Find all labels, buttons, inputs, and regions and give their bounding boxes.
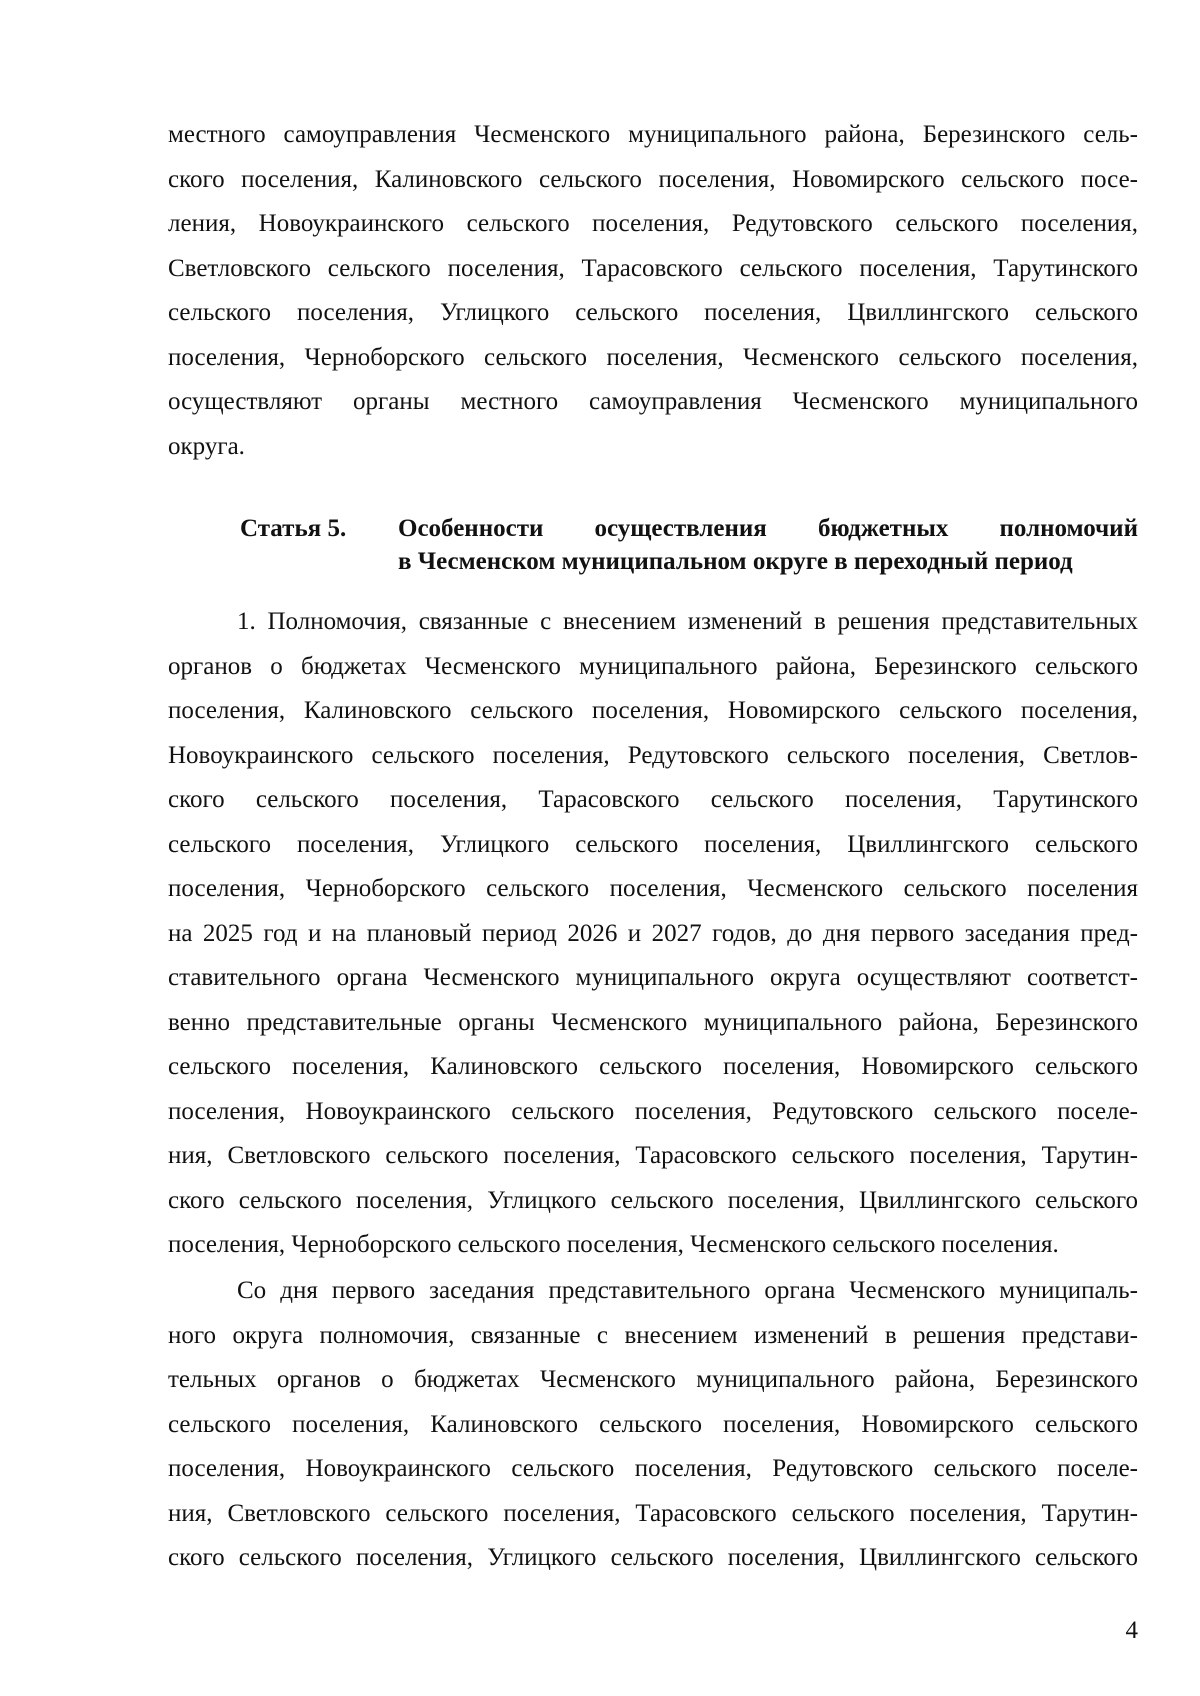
paragraph-continuation <box>168 113 1138 469</box>
text-line: поселения, Черноборского сельского поселения, Чесменского сельского поселения. <box>168 1231 1059 1258</box>
text-line: ского поселения, Калиновского сельского поселения, Новомирского сельского посе- <box>168 165 1138 193</box>
text-line: Светловского сельского поселения, Тарасовского сельского поселения, Тарутинского <box>168 254 1138 282</box>
text-line: поселения, Черноборского сельского поселения, Чесменского сельского поселения, <box>168 343 1138 371</box>
article-title-line: в Чесменском муниципальном округе в переходный период <box>398 548 1073 575</box>
text-line: местного самоуправления Чесменского муниципального района, Березинского сель- <box>168 121 1138 148</box>
text-line: сельского поселения, Углицкого сельского поселения, Цвиллингского сельского <box>168 299 1138 326</box>
text-line: ния, Светловского сельского поселения, Тарасовского сельского поселения, Тарутин- <box>168 1142 1138 1169</box>
text-line: органов о бюджетах Чесменского муниципального района, Березинского сельского <box>168 652 1138 680</box>
text-line: поселения, Калиновского сельского поселения, Новомирского сельского поселения, <box>168 697 1138 724</box>
text-line: 1. Полномочия, связанные с внесением изменений в решения представительных <box>237 608 1138 635</box>
text-line: сельского поселения, Калиновского сельского поселения, Новомирского сельского <box>168 1053 1138 1080</box>
page-number: 4 <box>1125 1617 1138 1644</box>
text-line: округа. <box>168 432 245 460</box>
text-line: ления, Новоукраинского сельского поселения, Редутовского сельского поселения, <box>168 210 1138 237</box>
text-line: поселения, Черноборского сельского поселения, Чесменского сельского поселения <box>168 875 1138 902</box>
article-number: Статья 5. <box>240 515 347 542</box>
text-line: ного округа полномочия, связанные с внесением изменений в решения представи- <box>168 1321 1138 1349</box>
text-line: ского сельского поселения, Тарасовского сельского поселения, Тарутинского <box>168 786 1138 813</box>
text-line: ского сельского поселения, Углицкого сельского поселения, Цвиллингского сельского <box>168 1186 1138 1214</box>
text-line: поселения, Новоукраинского сельского поселения, Редутовского сельского поселе- <box>168 1097 1138 1125</box>
paragraph-section-1-continued <box>168 1269 1138 1581</box>
text-line: на 2025 год и на плановый период 2026 и 2027 годов, до дня первого заседания пред- <box>168 919 1138 947</box>
text-line: поселения, Новоукраинского сельского поселения, Редутовского сельского поселе- <box>168 1455 1138 1482</box>
text-line: осуществляют органы местного самоуправления Чесменского муниципального <box>168 388 1138 415</box>
article-title <box>398 512 1138 578</box>
paragraph-section-1 <box>168 600 1138 1268</box>
text-line: ния, Светловского сельского поселения, Тарасовского сельского поселения, Тарутин- <box>168 1499 1138 1527</box>
text-line: тельных органов о бюджетах Чесменского муниципального района, Березинского <box>168 1366 1138 1393</box>
text-line: Новоукраинского сельского поселения, Редутовского сельского поселения, Светлов- <box>168 741 1138 769</box>
text-line: венно представительные органы Чесменского муниципального района, Березинского <box>168 1008 1138 1036</box>
text-line: Со дня первого заседания представительного органа Чесменского муниципаль- <box>237 1277 1138 1304</box>
article-title-line: Особенности осуществления бюджетных полномочий <box>398 515 1138 542</box>
text-line: ского сельского поселения, Углицкого сельского поселения, Цвиллингского сельского <box>168 1544 1138 1571</box>
text-line: сельского поселения, Углицкого сельского поселения, Цвиллингского сельского <box>168 830 1138 858</box>
text-line: сельского поселения, Калиновского сельского поселения, Новомирского сельского <box>168 1410 1138 1438</box>
text-line: ставительного органа Чесменского муниципального округа осуществляют соответст- <box>168 964 1138 991</box>
